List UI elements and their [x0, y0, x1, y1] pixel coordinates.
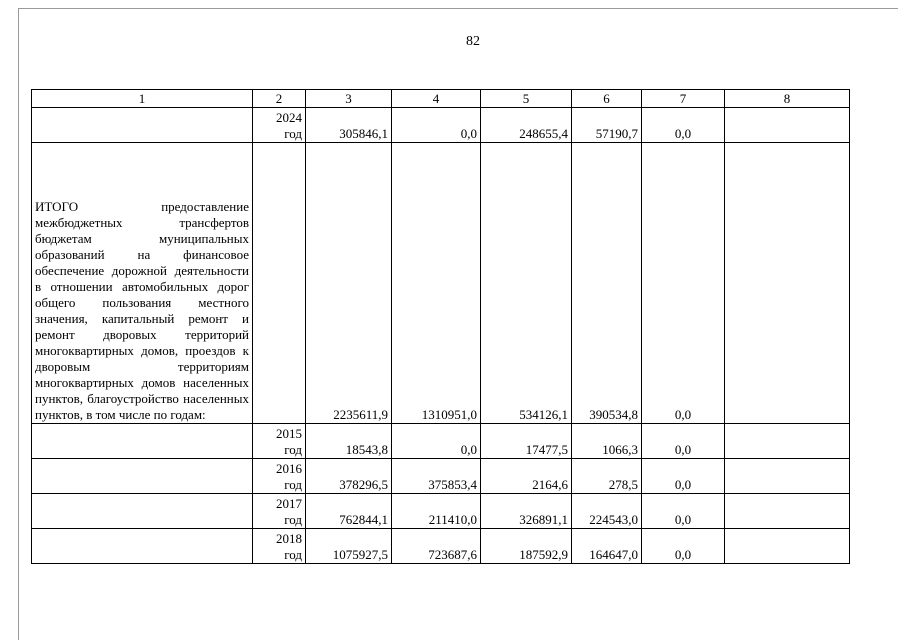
- value-cell: 211410,0: [392, 494, 481, 529]
- table-row: [32, 494, 850, 529]
- value-cell: 534126,1: [481, 143, 572, 424]
- year-cell: [253, 424, 306, 459]
- row-label: ИТОГО предоставление межбюджетных трансфертов бюджетам муниципальных образований на финансовое обеспечение дорожной деятельности в отношении автомобильных дорог общего пользования местного значения, капитальный ремонт и ремонт дворовых территорий многоквартирных домов, проездов к дворовым территориям многоквартирных домов населенных пунктов, благоустройство населенных пунктов, в том числе по годам:: [32, 143, 253, 424]
- year-unit: год: [284, 442, 302, 457]
- year-value: 2017: [276, 496, 302, 511]
- value-cell: 1310951,0: [392, 143, 481, 424]
- value-cell: 2164,6: [481, 459, 572, 494]
- year-cell: [253, 494, 306, 529]
- value-cell: 0,0: [642, 494, 725, 529]
- value-cell: 164647,0: [572, 529, 642, 564]
- value-cell: 187592,9: [481, 529, 572, 564]
- value-cell: 762844,1: [306, 494, 392, 529]
- value-cell: 1075927,5: [306, 529, 392, 564]
- year-value: 2018: [276, 531, 302, 546]
- table-row: [32, 424, 850, 459]
- note-cell: [725, 459, 850, 494]
- note-cell: [725, 494, 850, 529]
- value-cell: 18543,8: [306, 424, 392, 459]
- column-number: 4: [392, 90, 481, 108]
- year-value: 2024: [276, 110, 302, 125]
- value-cell: 0,0: [642, 459, 725, 494]
- row-label: [32, 108, 253, 143]
- row-label: [32, 424, 253, 459]
- column-number: 8: [725, 90, 850, 108]
- value-cell: 0,0: [642, 108, 725, 143]
- value-cell: 1066,3: [572, 424, 642, 459]
- row-label: [32, 459, 253, 494]
- value-cell: 326891,1: [481, 494, 572, 529]
- value-cell: 378296,5: [306, 459, 392, 494]
- value-cell: 305846,1: [306, 108, 392, 143]
- year-value: 2015: [276, 426, 302, 441]
- page-number: 82: [466, 34, 480, 49]
- column-number: 3: [306, 90, 392, 108]
- value-cell: 0,0: [392, 424, 481, 459]
- value-cell: 224543,0: [572, 494, 642, 529]
- row-label: [32, 494, 253, 529]
- value-cell: 248655,4: [481, 108, 572, 143]
- scan-edge-top: [18, 8, 898, 9]
- year-value: 2016: [276, 461, 302, 476]
- value-cell: 17477,5: [481, 424, 572, 459]
- value-cell: 0,0: [642, 424, 725, 459]
- column-number: 5: [481, 90, 572, 108]
- table-row: [32, 108, 850, 143]
- note-cell: [725, 529, 850, 564]
- year-unit: год: [284, 126, 302, 141]
- year-cell: [253, 108, 306, 143]
- budget-table: [31, 89, 850, 564]
- value-cell: 0,0: [642, 529, 725, 564]
- column-number: 2: [253, 90, 306, 108]
- year-unit: год: [284, 477, 302, 492]
- column-number: 7: [642, 90, 725, 108]
- year-cell: [253, 529, 306, 564]
- value-cell: 723687,6: [392, 529, 481, 564]
- row-label: [32, 529, 253, 564]
- table-row: [32, 529, 850, 564]
- scan-edge-left: [18, 8, 19, 640]
- year-cell: [253, 143, 306, 424]
- note-cell: [725, 108, 850, 143]
- value-cell: 278,5: [572, 459, 642, 494]
- value-cell: 2235611,9: [306, 143, 392, 424]
- value-cell: 57190,7: [572, 108, 642, 143]
- note-cell: [725, 424, 850, 459]
- value-cell: 390534,8: [572, 143, 642, 424]
- column-number: 1: [32, 90, 253, 108]
- column-number: 6: [572, 90, 642, 108]
- year-cell: [253, 459, 306, 494]
- note-cell: [725, 143, 850, 424]
- value-cell: 0,0: [642, 143, 725, 424]
- value-cell: 0,0: [392, 108, 481, 143]
- table-row-total: [32, 143, 850, 424]
- table-row: [32, 459, 850, 494]
- year-unit: год: [284, 547, 302, 562]
- value-cell: 375853,4: [392, 459, 481, 494]
- column-number-row: [32, 90, 850, 108]
- year-unit: год: [284, 512, 302, 527]
